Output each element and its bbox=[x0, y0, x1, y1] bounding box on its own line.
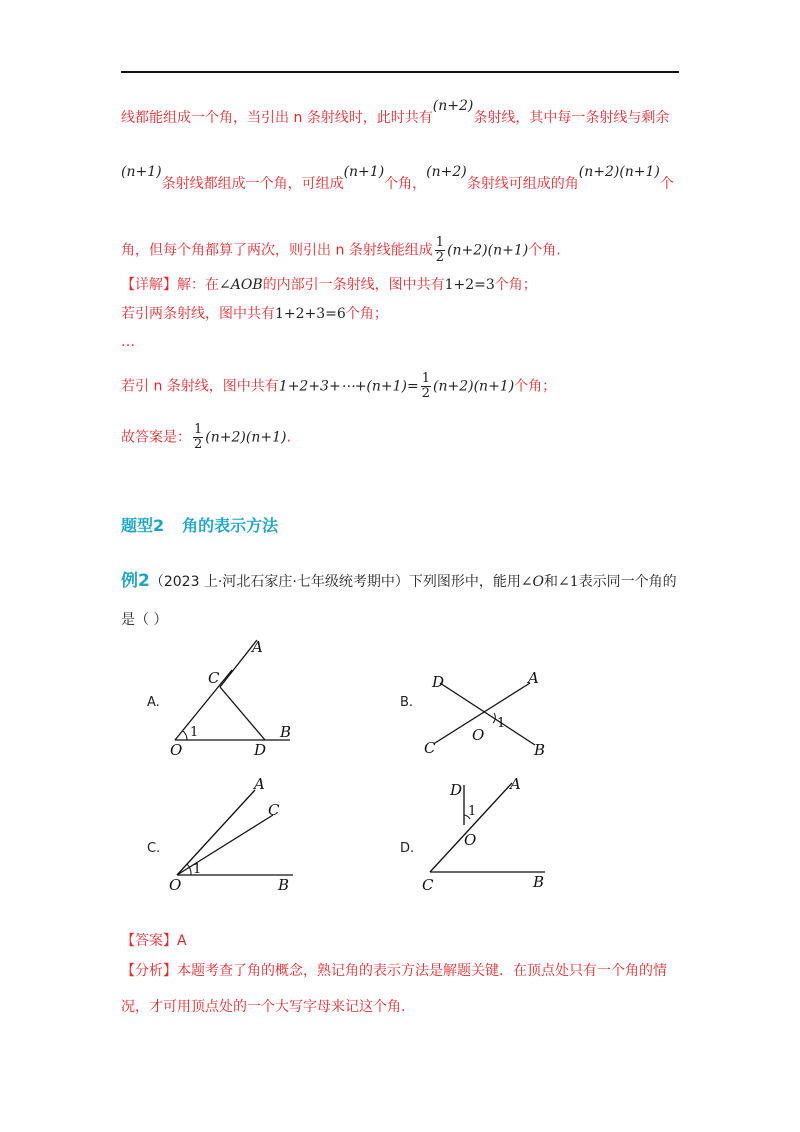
text: 解：在 bbox=[177, 277, 219, 293]
detail-label: 【详解】 bbox=[121, 277, 177, 293]
math-expr: ∠O bbox=[520, 574, 545, 590]
figure-a bbox=[160, 635, 310, 765]
text: 是（ ） bbox=[121, 612, 168, 628]
fraction bbox=[193, 423, 203, 452]
math-expr: (n+2)(n+1) bbox=[447, 242, 529, 259]
point-label-b: B bbox=[533, 873, 545, 891]
segment-db bbox=[440, 683, 535, 745]
math-expr: (n+1) bbox=[121, 164, 162, 180]
frac-den: 2 bbox=[435, 250, 445, 265]
figure-d bbox=[420, 775, 560, 895]
text: 况，才可用顶点处的一个大写字母来记这个角. bbox=[121, 999, 406, 1015]
option-d-label: D. bbox=[400, 841, 415, 856]
point-label-d: D bbox=[450, 781, 463, 799]
text: 若引 n 条射线，图中共有 bbox=[121, 378, 279, 395]
math-expr: (n+2)(n+1) bbox=[578, 164, 660, 180]
text: 故答案是： bbox=[121, 429, 191, 446]
section-title: 题型 bbox=[121, 516, 154, 535]
text: 个角； bbox=[345, 306, 388, 322]
detail-line1 bbox=[121, 275, 537, 295]
example-number: 2 bbox=[138, 571, 150, 591]
text: 表示同一个角的 bbox=[578, 574, 677, 590]
text: . bbox=[286, 429, 291, 446]
detail-answer bbox=[121, 423, 291, 452]
point-label-d: D bbox=[254, 741, 267, 759]
example-source: （2023 上·河北石家庄·七年级统考期中）下列图形中，能用 bbox=[149, 574, 521, 590]
angle-label-1: 1 bbox=[497, 716, 506, 731]
text: 的内部引一条射线，图中共有 bbox=[262, 277, 445, 293]
math-expr: 1+2+3=6 bbox=[275, 306, 346, 322]
figure-c bbox=[165, 775, 305, 895]
point-label-a: A bbox=[528, 669, 539, 687]
text: 个角； bbox=[494, 277, 537, 293]
text: 个角， bbox=[384, 176, 427, 192]
detail-line2 bbox=[121, 304, 388, 324]
point-label-c: C bbox=[208, 669, 220, 687]
text: 条射线可组成的角 bbox=[466, 176, 579, 192]
header-rule bbox=[121, 71, 679, 73]
option-c-label: C. bbox=[147, 841, 161, 856]
point-label-c: C bbox=[424, 739, 436, 757]
frac-num: 1 bbox=[435, 235, 445, 250]
point-label-b: B bbox=[280, 723, 292, 741]
fraction bbox=[421, 372, 431, 401]
answer-label: 【答案】 bbox=[121, 933, 177, 949]
point-label-c: C bbox=[422, 876, 434, 894]
para1-line3 bbox=[121, 236, 561, 265]
answer-value: A bbox=[177, 933, 187, 949]
math-expr: ∠AOB bbox=[219, 277, 263, 293]
point-label-c: C bbox=[268, 801, 280, 819]
angle-label-1: 1 bbox=[190, 725, 199, 740]
point-label-a: A bbox=[510, 775, 521, 793]
section-heading bbox=[121, 513, 278, 536]
point-label-a: A bbox=[254, 775, 265, 793]
text: 线都能组成一个角，当引出 n 条射线时，此时共有 bbox=[121, 110, 433, 126]
section-subtitle: 角的表示方法 bbox=[182, 516, 279, 535]
math-expr: (n+2)(n+1) bbox=[433, 378, 515, 395]
frac-num: 1 bbox=[194, 422, 203, 437]
math-expr: (n+2) bbox=[432, 98, 474, 114]
text: 本题考查了角的概念，熟记角的表示方法是解题关键．在顶点处只有一个角的情 bbox=[177, 963, 667, 979]
text: 若引两条射线，图中共有 bbox=[121, 306, 275, 322]
answer-line bbox=[121, 931, 187, 951]
point-label-b: B bbox=[278, 876, 290, 894]
example-question bbox=[121, 566, 677, 591]
segment-oc bbox=[175, 670, 232, 740]
angle-label-1: 1 bbox=[468, 804, 477, 819]
point-label-o: O bbox=[170, 741, 183, 759]
angle-label-1: 1 bbox=[193, 862, 202, 877]
segment-cd bbox=[220, 687, 265, 740]
frac-num: 1 bbox=[421, 371, 431, 386]
math-expr: 1+2+3+⋯+(n+1)= bbox=[278, 378, 419, 395]
analysis-line1 bbox=[121, 961, 667, 981]
point-label-o: O bbox=[169, 876, 182, 894]
math-expr: ∠1 bbox=[558, 574, 579, 590]
para1-line1 bbox=[121, 98, 670, 128]
detail-line4 bbox=[121, 372, 556, 401]
math-expr: (n+2)(n+1) bbox=[205, 429, 287, 446]
analysis-label: 【分析】 bbox=[121, 963, 177, 979]
example-line2 bbox=[121, 610, 167, 630]
math-expr: 1+2=3 bbox=[444, 277, 495, 293]
text: 条射线，其中每一条射线与剩余 bbox=[473, 110, 670, 126]
text: 个角； bbox=[514, 378, 557, 395]
frac-den: 2 bbox=[421, 386, 431, 401]
detail-ellipsis bbox=[121, 332, 135, 352]
point-label-o: O bbox=[464, 831, 477, 849]
option-b-label: B. bbox=[400, 695, 414, 710]
angle-arc bbox=[187, 864, 191, 875]
para1-line2 bbox=[121, 164, 674, 194]
text: 和 bbox=[544, 574, 559, 590]
fraction bbox=[435, 236, 445, 265]
example-tag: 例 bbox=[121, 571, 138, 591]
ray-oa bbox=[177, 790, 255, 875]
ray-oc bbox=[177, 815, 273, 875]
text: 个角. bbox=[528, 242, 561, 259]
text: 个 bbox=[659, 176, 674, 192]
point-label-o: O bbox=[472, 726, 485, 744]
figure-b bbox=[420, 665, 560, 765]
point-label-d: D bbox=[432, 673, 445, 691]
segment-ca bbox=[430, 783, 512, 872]
angle-arc bbox=[183, 731, 187, 740]
option-a-label: A. bbox=[147, 695, 160, 710]
ellipsis: … bbox=[121, 334, 135, 350]
text: 条射线都组成一个角，可组成 bbox=[161, 176, 344, 192]
math-expr: (n+1) bbox=[343, 164, 385, 180]
point-label-a: A bbox=[252, 638, 263, 656]
point-label-b: B bbox=[534, 741, 546, 759]
math-expr: (n+2) bbox=[426, 164, 467, 180]
analysis-line2 bbox=[121, 997, 405, 1017]
frac-den: 2 bbox=[194, 437, 203, 452]
text: 角，但每个角都算了两次，则引出 n 条射线能组成 bbox=[121, 242, 433, 259]
section-number: 2 bbox=[153, 516, 165, 535]
